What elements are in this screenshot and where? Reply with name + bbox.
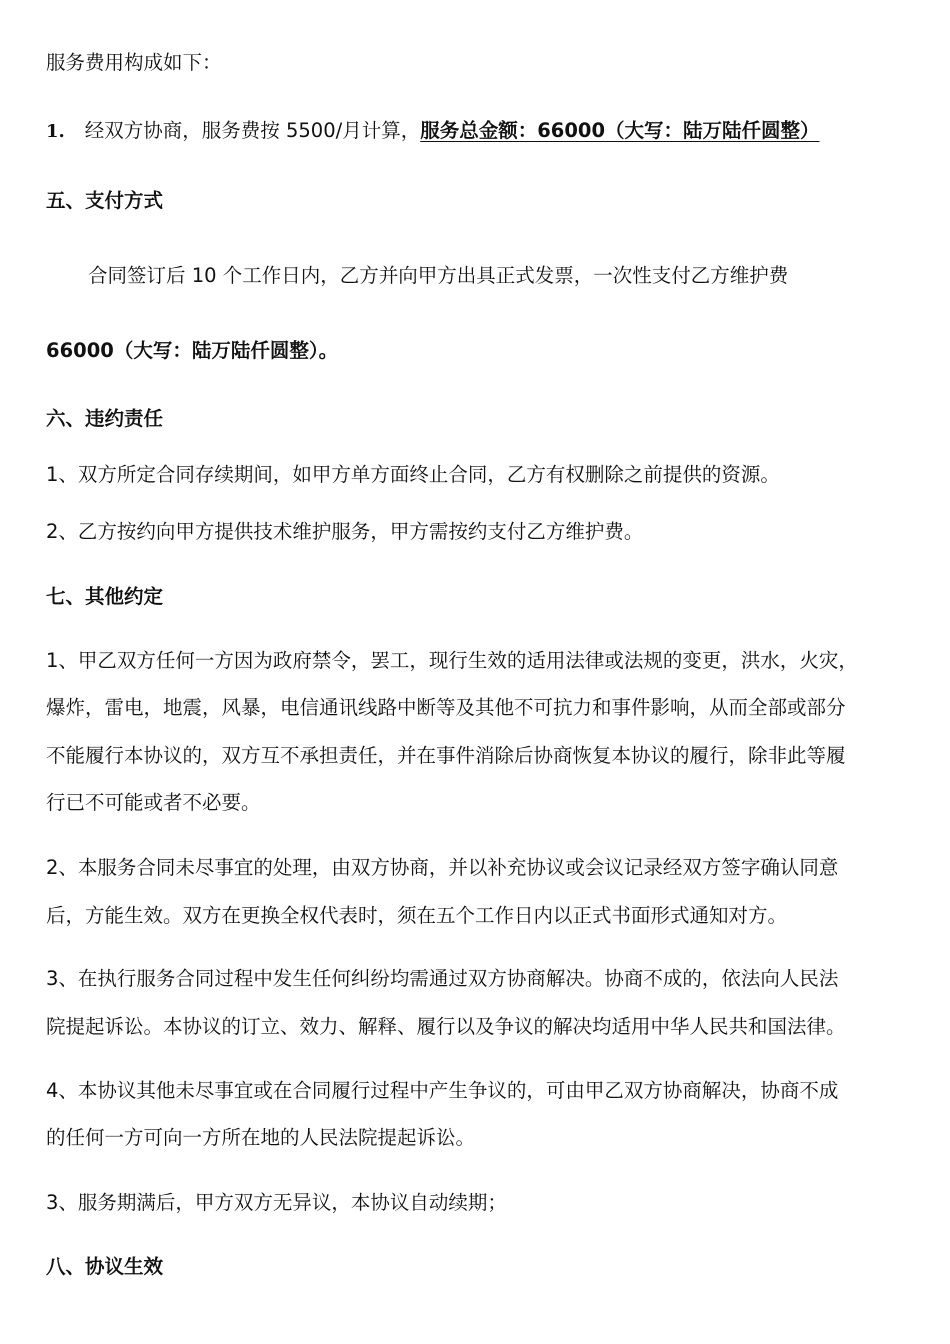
fee-item — [46, 118, 910, 145]
section7-item1-line1: 1、甲乙双方任何一方因为政府禁令，罢工，现行生效的适用法律或法规的变更，洪水，火灾， — [46, 649, 858, 672]
section7-item4-line2: 的任何一方可向一方所在地的人民法院提起诉讼。 — [46, 1126, 476, 1149]
intro-text: 服务费用构成如下： — [46, 51, 222, 74]
section6-item-2: 2、乙方按约向甲方提供技术维护服务，甲方需按约支付乙方维护费。 — [46, 520, 644, 543]
section6-item-1: 1、双方所定合同存续期间，如甲方单方面终止合同，乙方有权删除之前提供的资源。 — [46, 463, 780, 486]
section7-item3-line2: 院提起诉讼。本协议的订立、效力、解释、履行以及争议的解决均适用中华人民共和国法律。 — [46, 1015, 846, 1038]
section7-heading: 七、其他约定 — [46, 585, 164, 608]
section5-paragraph-line1: 合同签订后 10 个工作日内，乙方并向甲方出具正式发票，一次性支付乙方维护费 — [88, 264, 789, 287]
section7-item1-line2: 爆炸，雷电，地震，风暴，电信通讯线路中断等及其他不可抗力和事件影响，从而全部或部分 — [46, 696, 846, 719]
section7-item1-line3: 不能履行本协议的，双方互不承担责任，并在事件消除后协商恢复本协议的履行，除非此等履 — [46, 744, 846, 767]
section5-paragraph-line2: 66000（大写：陆万陆仟圆整）。 — [46, 339, 339, 362]
section6-heading: 六、违约责任 — [46, 407, 164, 430]
fee-item-total: 服务总金额：66000（大写：陆万陆仟圆整） — [420, 119, 820, 142]
section7-item1-line4: 行已不可能或者不必要。 — [46, 791, 261, 814]
section7-item2-line2: 后，方能生效。双方在更换全权代表时，须在五个工作日内以正式书面形式通知对方。 — [46, 904, 788, 927]
fee-item-number: 1. — [46, 121, 65, 142]
section5-heading: 五、支付方式 — [46, 189, 164, 212]
section7-item3-line1: 3、在执行服务合同过程中发生任何纠纷均需通过双方协商解决。协商不成的，依法向人民法 — [46, 967, 839, 990]
section7-item4-line1: 4、本协议其他未尽事宜或在合同履行过程中产生争议的，可由甲乙双方协商解决，协商不成 — [46, 1079, 839, 1102]
section7-item2-line1: 2、本服务合同未尽事宜的处理，由双方协商，并以补充协议或会议记录经双方签字确认同意 — [46, 856, 839, 879]
section8-heading: 八、协议生效 — [46, 1255, 164, 1278]
fee-item-text: 经双方协商，服务费按 5500/月计算， — [84, 119, 421, 142]
section7-item5: 3、服务期满后，甲方双方无异议，本协议自动续期； — [46, 1191, 507, 1214]
